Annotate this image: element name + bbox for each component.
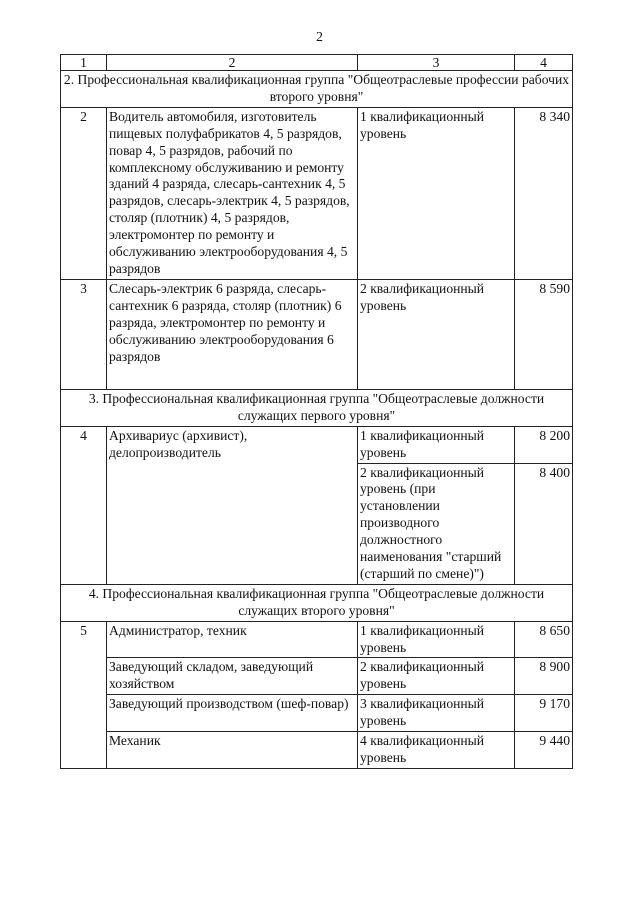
salary-cell: 9 170: [515, 695, 573, 732]
table-row: [61, 621, 573, 658]
salary-cell: 8 650: [515, 621, 573, 658]
header-col-1: 1: [61, 55, 107, 71]
group-title: 2. Профессиональная квалификационная группа "Общеотраслевые профессии рабочих второго уровня": [61, 71, 573, 108]
positions-cell: Механик: [107, 732, 358, 769]
qualification-level-cell: 2 квалификационный уровень: [358, 658, 515, 695]
table-row: [61, 279, 573, 389]
positions-cell: Администратор, техник: [107, 621, 358, 658]
positions-cell: Водитель автомобиля, изготовитель пищевых полуфабрикатов 4, 5 разрядов, повар 4, 5 разрядов, рабочий по комплексному обслуживанию и ремонту зданий 4 разряда, слесарь-сантехник 4, 5 разрядов, слесарь-электрик 4, 5 разрядов, столяр (плотник) 4, 5 разрядов, электромонтер по ремонту и обслуживанию электрооборудования 4, 5 разрядов: [107, 107, 358, 279]
qualification-level-cell: 1 квалификационный уровень: [358, 621, 515, 658]
salary-cell: 8 340: [515, 107, 573, 279]
row-number: 2: [61, 107, 107, 279]
positions-cell: Заведующий производством (шеф-повар): [107, 695, 358, 732]
salary-cell: 8 900: [515, 658, 573, 695]
row-number: 5: [61, 621, 107, 768]
qualification-level-cell: 1 квалификационный уровень: [358, 426, 515, 463]
salary-cell: 8 590: [515, 279, 573, 389]
salary-table: [60, 54, 573, 769]
positions-cell: Архивариус (архивист), делопроизводитель: [107, 426, 358, 584]
group-header-row: [61, 584, 573, 621]
qualification-level-cell: 3 квалификационный уровень: [358, 695, 515, 732]
row-number: 3: [61, 279, 107, 389]
qualification-level-cell: 1 квалификационный уровень: [358, 107, 515, 279]
qualification-level-cell: 2 квалификационный уровень: [358, 279, 515, 389]
row-number: 4: [61, 426, 107, 584]
salary-cell: 8 200: [515, 426, 573, 463]
table-row: [61, 695, 573, 732]
table-row: [61, 107, 573, 279]
table-row: [61, 732, 573, 769]
group-header-row: [61, 71, 573, 108]
group-header-row: [61, 389, 573, 426]
group-title: 3. Профессиональная квалификационная группа "Общеотраслевые должности служащих первого уровня": [61, 389, 573, 426]
header-col-3: 3: [358, 55, 515, 71]
page-number: 2: [316, 30, 323, 45]
positions-cell: Заведующий складом, заведующий хозяйством: [107, 658, 358, 695]
table-header-row: [61, 55, 573, 71]
table-row: [61, 658, 573, 695]
header-col-4: 4: [515, 55, 573, 71]
qualification-level-cell: 2 квалификационный уровень (при установлении производного должностного наименования "старший (старший по смене)"): [358, 463, 515, 584]
salary-cell: 9 440: [515, 732, 573, 769]
salary-cell: 8 400: [515, 463, 573, 584]
group-title: 4. Профессиональная квалификационная группа "Общеотраслевые должности служащих второго уровня": [61, 584, 573, 621]
table-row: [61, 426, 573, 463]
header-col-2: 2: [107, 55, 358, 71]
positions-cell: Слесарь-электрик 6 разряда, слесарь-сантехник 6 разряда, столяр (плотник) 6 разряда, электромонтер по ремонту и обслуживанию электрооборудования 6 разрядов: [107, 279, 358, 389]
qualification-level-cell: 4 квалификационный уровень: [358, 732, 515, 769]
